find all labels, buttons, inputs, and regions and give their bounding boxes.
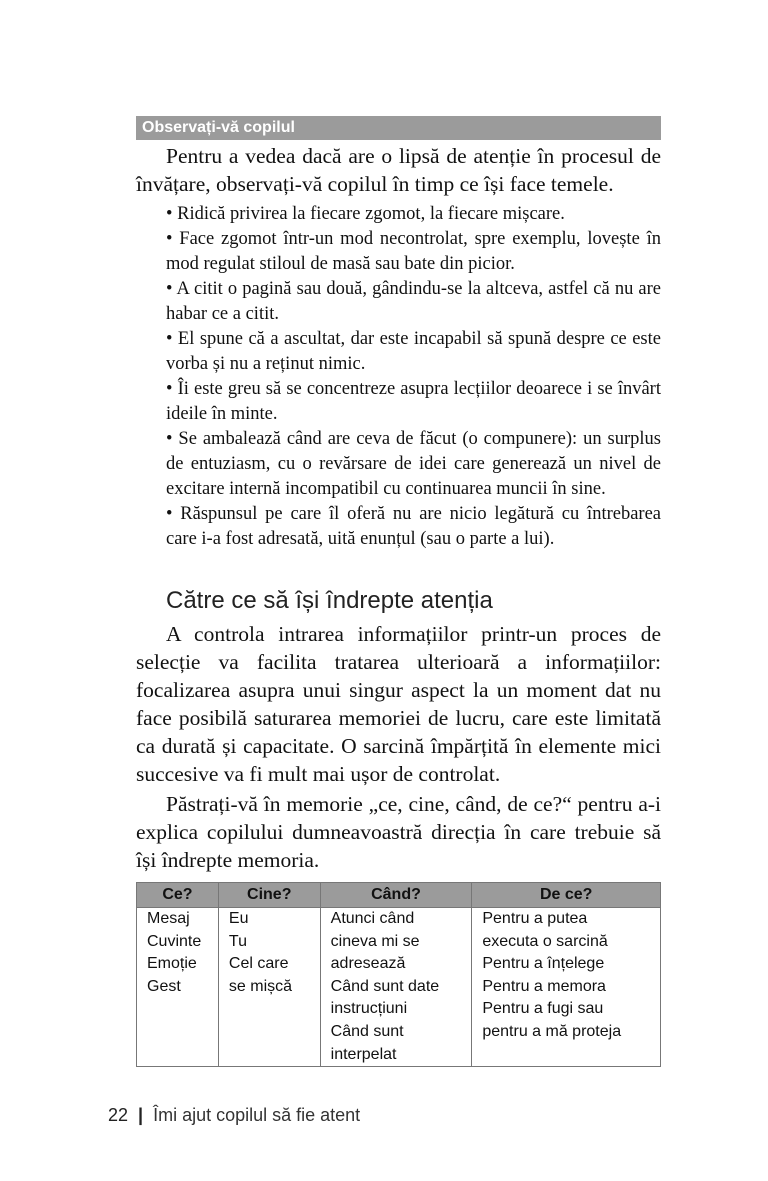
running-title: Îmi ajut copilul să fie atent [153, 1105, 361, 1125]
cell-line: se mișcă [228, 977, 293, 995]
ce-cine-cand-table [136, 882, 661, 1067]
section-title: Către ce să își îndrepte atenția [166, 587, 493, 614]
cell-line: pentru a mă proteja [482, 1022, 622, 1040]
footer-separator: | [138, 1105, 144, 1125]
table-header-ce: Ce? [137, 883, 219, 908]
cell-line: Gest [147, 977, 181, 995]
table-header-row [137, 883, 661, 908]
cell-line: Tu [228, 932, 247, 950]
cell-line: cineva mi se [330, 932, 420, 950]
bullet-item: • Ridică privirea la fiecare zgomot, la fiecare mișcare. [166, 204, 565, 224]
table-row [137, 908, 661, 1067]
cell-line: Pentru a fugi sau [482, 1000, 604, 1018]
cell-line: Când sunt date [330, 977, 440, 995]
bullet-item: • Îi este greu să se concentreze asupra lecțiilor deoarece i se învârt ideile în minte. [166, 379, 661, 424]
cell-line: Mesaj [147, 910, 190, 927]
cell-line: Emoție [147, 955, 197, 973]
table-header-de-ce: De ce? [472, 883, 661, 908]
page-footer [108, 1101, 360, 1129]
bullet-item: • El spune că a ascultat, dar este incapabil să spună despre ce este vorba și nu a reținut nimic. [166, 329, 661, 374]
table-cell-de-ce [472, 908, 661, 1067]
table-cell-ce [137, 908, 219, 1067]
bullet-item: • Se ambalează când are ceva de făcut (o compunere): un surplus de entuziasm, cu o revărsare de idei care generează un nivel de excitare internă incompatibil cu continuarea muncii în sine. [166, 429, 661, 499]
cell-line: Cel care [228, 955, 289, 973]
bullet-list [166, 202, 661, 552]
cell-line: interpelat [330, 1045, 397, 1063]
section-body [136, 620, 661, 876]
box-title: Observați-vă copilul [136, 116, 661, 140]
observation-box [136, 142, 661, 552]
cell-line: Atunci când [330, 910, 415, 927]
table-header-cine: Cine? [218, 883, 320, 908]
cell-line: adresează [330, 955, 406, 973]
box-intro: Pentru a vedea dacă are o lipsă de atenție în procesul de învățare, observați-vă copilul în timp ce își face temele. [136, 144, 661, 196]
cell-line: Cuvinte [147, 932, 202, 950]
cell-line: Când sunt [330, 1022, 404, 1040]
table-header-cand: Când? [320, 883, 472, 908]
cell-line: Pentru a putea [482, 910, 588, 927]
page-number: 22 [108, 1105, 129, 1125]
bullet-item: • A citit o pagină sau două, gândindu-se la altceva, astfel că nu are habar ce a citit. [166, 279, 661, 324]
cell-line: executa o sarcină [482, 932, 608, 950]
section-paragraph: Păstrați-vă în memorie „ce, cine, când, de ce?“ pentru a-i explica copilului dumneavoastră direcția în care trebuie să își îndrepte memoria. [136, 792, 661, 872]
table-cell-cine [218, 908, 320, 1067]
cell-line: Pentru a înțelege [482, 955, 605, 973]
cell-line: instrucțiuni [330, 1000, 408, 1018]
table-cell-cand [320, 908, 472, 1067]
bullet-item: • Face zgomot într-un mod necontrolat, spre exemplu, lovește în mod regulat stiloul de masă sau bate din picior. [166, 229, 661, 274]
cell-line: Pentru a memora [482, 977, 606, 995]
bullet-item: • Răspunsul pe care îl oferă nu are nicio legătură cu întrebarea care i-a fost adresată, uită enunțul (sau o parte a lui). [166, 504, 661, 549]
section-paragraph: A controla intrarea informațiilor printr-un proces de selecție va facilita tratarea ulterioară a informațiilor: focalizarea asupra unui singur aspect la un moment dat nu face posibilă saturarea memoriei de lucru, care este limitată ca durată și capacitate. O sarcină împărțită în elemente mici succesive va fi mult mai ușor de controlat. [136, 622, 661, 786]
cell-line: Eu [228, 910, 249, 927]
